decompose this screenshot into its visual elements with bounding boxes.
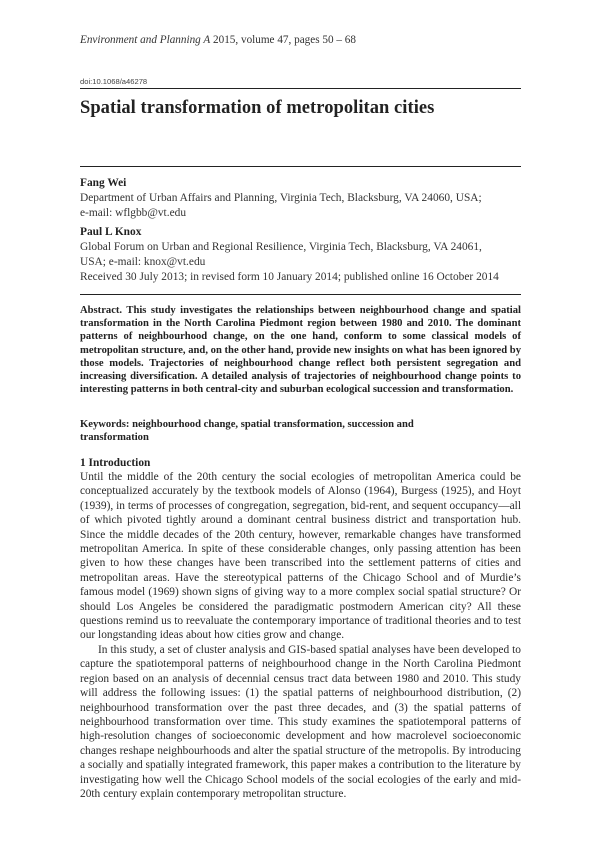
- paragraph: Until the middle of the 20th century the social ecologies of metropolitan America could be conceptualized accurately by the textbook models of Alonso (1964), Burgess (1925), and Hoyt (1939), in terms of processes of congregation, segregation, bid-rent, and sequent occupancy—all of which pivoted tightly around a dominant central business district and transportation hub. Since the middle decades of the 20th century, however, remarkable changes have transformed metropolitan America. In spite of these considerable changes, only passing attention has been given to how these changes have been transcribed into the settlement patterns of cities and metropolitan areas. Have the stereotypical patterns of the Chicago School and of Murdie’s famous model (1969) shown signs of giving way to a more complex social spatial structure? Or should Los Angeles be considered the paradigmatic postmodern American city? All these questions remind us to reevaluate the contemporary importance of traditional theories and to test our longstanding ideas about how cities grow and change.: [80, 471, 521, 642]
- author-affiliation: Department of Urban Affairs and Planning, Virginia Tech, Blacksburg, VA 24060, USA;: [80, 192, 482, 205]
- journal-citation: [80, 34, 356, 46]
- journal-details: 2015, volume 47, pages 50 – 68: [210, 34, 356, 46]
- author-affiliation: Global Forum on Urban and Regional Resilience, Virginia Tech, Blacksburg, VA 24061,: [80, 240, 482, 253]
- title-rule: [80, 166, 521, 167]
- section-body: [80, 470, 521, 801]
- abstract-label: Abstract.: [80, 305, 123, 316]
- abstract: [80, 304, 521, 396]
- header-rule: [80, 88, 521, 89]
- keywords-text: neighbourhood change, spatial transformation, succession and transformation: [80, 419, 414, 444]
- abstract-text: This study investigates the relationships between neighbourhood change and spatial transformation in the North Carolina Piedmont region between 1980 and 2010. The dominant patterns of neighbourhood change, on the one hand, conform to some classical models of metropolitan structure, and, on the other hand, provide new insights on what has been ignored by those models. Trajectories of neighbourhood change reflect both persistent segregation and increasing diversification. A detailed analysis of trajectories of neighbourhood change points to interesting patterns in both central-city and suburban ecological succession and transformation.: [80, 305, 521, 396]
- doi-link[interactable]: doi:10.1068/a46278: [80, 77, 148, 86]
- section-heading: 1 Introduction: [80, 457, 151, 469]
- abstract-rule: [80, 294, 521, 295]
- author-name: Fang Wei: [80, 177, 127, 189]
- article-title: Spatial transformation of metropolitan cities: [80, 98, 435, 118]
- keywords: [80, 418, 440, 444]
- author-block: [80, 176, 521, 285]
- author-email[interactable]: USA; e-mail: knox@vt.edu: [80, 256, 206, 269]
- journal-name: Environment and Planning A: [80, 34, 211, 46]
- paragraph: In this study, a set of cluster analysis and GIS-based spatial analyses have been developed to capture the spatiotemporal patterns of neighbourhood change in the North Carolina Piedmont region based on an analysis of decennial census tract data between 1980 and 2010. This study will address the following issues: (1) the spatial patterns of neighbourhood distribution, (2) neighbourhood transformation over the past three decades, and (3) the spatial patterns of neighbourhood transformation over time. This study examines the spatiotemporal patterns of high-resolution changes of socioeconomic development and how macrolevel socioeconomic changes reshape neighbourhoods and alter the spatial structure of the metropolis. By introducing a socially and spatially integrated framework, this paper makes a contribution to the literature by investigating how well the Chicago School models of the social ecologies of the early and mid-20th century explain contemporary metropolitan structure.: [80, 643, 521, 800]
- author-name: Paul L Knox: [80, 225, 142, 238]
- keywords-label: Keywords:: [80, 419, 130, 430]
- author-email[interactable]: e-mail: wflgbb@vt.edu: [80, 207, 187, 220]
- publication-dates: Received 30 July 2013; in revised form 10 January 2014; published online 16 October 2014: [80, 271, 499, 284]
